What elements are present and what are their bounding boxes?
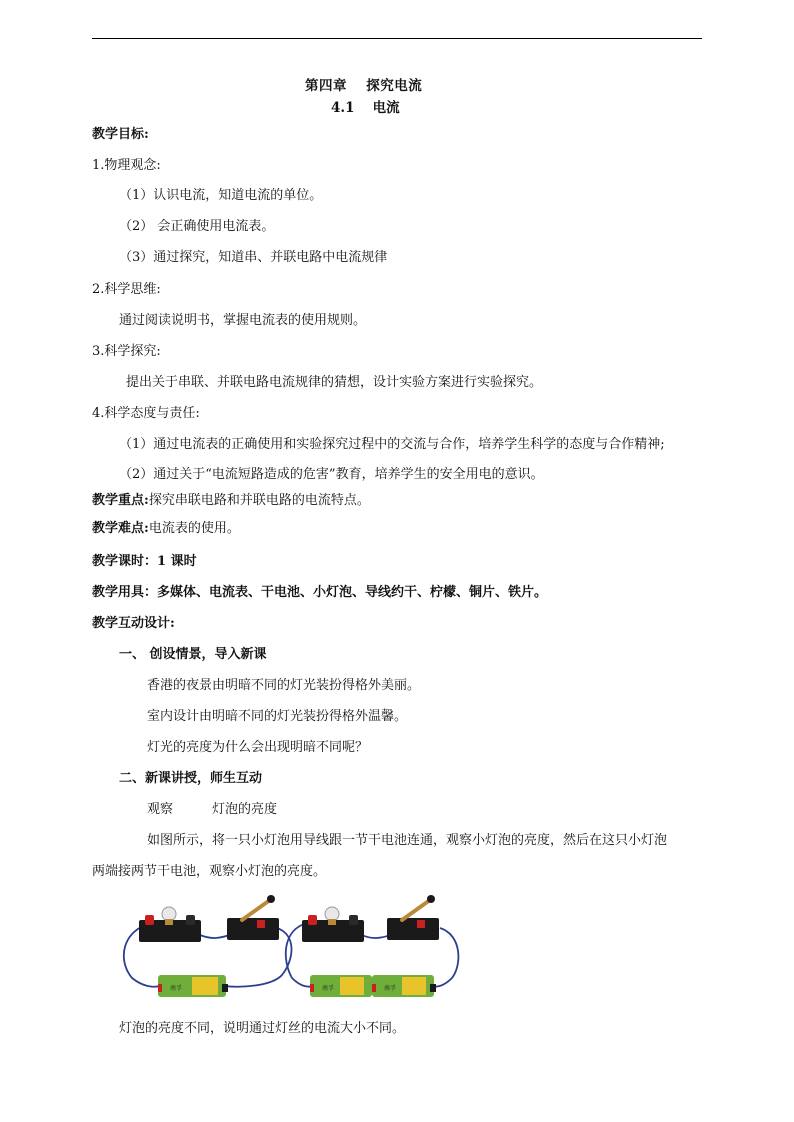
difficulties-text: 电流表的使用。 bbox=[148, 521, 240, 536]
circuit-two-batteries bbox=[286, 895, 459, 997]
bulb-icon bbox=[162, 907, 176, 921]
objective-item: （2） 会正确使用电流表。 bbox=[119, 219, 275, 234]
key-points bbox=[92, 492, 370, 510]
circuit-diagram-image bbox=[122, 890, 467, 1005]
switch-board bbox=[227, 918, 279, 940]
objective-item: （3）通过探究，知道串、并联电路中电流规律 bbox=[119, 250, 388, 265]
attitude-heading: 4.科学态度与责任: bbox=[92, 406, 200, 421]
class-hours: 教学课时：1 课时 bbox=[92, 554, 197, 569]
section-title: 4.1 电流 bbox=[331, 100, 400, 116]
scientific-thinking-heading: 2.科学思维: bbox=[92, 282, 161, 297]
battery-label: 南孚 bbox=[322, 985, 335, 992]
interaction-design-heading: 教学互动设计: bbox=[92, 616, 175, 631]
part1-heading: 一、 创设情景，导入新课 bbox=[119, 647, 267, 662]
paragraph-line: 两端接两节干电池，观察小灯泡的亮度。 bbox=[92, 864, 327, 879]
part1-line: 香港的夜景由明暗不同的灯光装扮得格外美丽。 bbox=[147, 678, 421, 693]
scientific-inquiry-text: 提出关于串联、并联电路电流规律的猜想，设计实验方案进行实验探究。 bbox=[126, 375, 543, 390]
teaching-tools: 教学用具：多媒体、电流表、干电池、小灯泡、导线约干、柠檬、铜片、铁片。 bbox=[92, 585, 548, 600]
objectives-heading: 教学目标: bbox=[92, 127, 149, 142]
scientific-inquiry-heading: 3.科学探究: bbox=[92, 344, 161, 359]
key-points-text: 探究串联电路和并联电路的电流特点。 bbox=[148, 493, 370, 508]
battery-label: 南孚 bbox=[384, 985, 397, 992]
part1-line: 室内设计由明暗不同的灯光装扮得格外温馨。 bbox=[147, 709, 408, 724]
circuit-one-battery bbox=[124, 895, 292, 997]
physics-concept-heading: 1.物理观念: bbox=[92, 158, 161, 173]
paragraph-line: 如图所示，将一只小灯泡用导线跟一节干电池连通，观察小灯泡的亮度，然后在这只小灯泡 bbox=[147, 833, 668, 848]
scientific-thinking-text: 通过阅读说明书，掌握电流表的使用规则。 bbox=[119, 313, 367, 328]
red-terminal bbox=[308, 915, 317, 925]
difficulties-label: 教学难点: bbox=[92, 521, 149, 536]
objective-item: （1）认识电流，知道电流的单位。 bbox=[119, 188, 323, 203]
conclusion-line: 灯泡的亮度不同，说明通过灯丝的电流大小不同。 bbox=[119, 1021, 406, 1036]
bulb-icon bbox=[325, 907, 339, 921]
part2-heading: 二、新课讲授，师生互动 bbox=[119, 771, 263, 786]
part1-line: 灯光的亮度为什么会出现明暗不同呢？ bbox=[147, 740, 369, 755]
switch-board bbox=[387, 918, 439, 940]
attitude-item: （1）通过电流表的正确使用和实验探究过程中的交流与合作，培养学生科学的态度与合作精神; bbox=[119, 437, 665, 452]
attitude-item: （2）通过关于“电流短路造成的危害”教育，培养学生的安全用电的意识。 bbox=[119, 467, 544, 482]
red-terminal bbox=[145, 915, 154, 925]
chapter-title: 第四章 探究电流 bbox=[305, 78, 423, 94]
key-points-label: 教学重点: bbox=[92, 493, 149, 508]
difficulties bbox=[92, 520, 240, 538]
observe-line: 观察 灯泡的亮度 bbox=[147, 802, 278, 817]
header-rule bbox=[92, 38, 702, 39]
battery-label: 南孚 bbox=[170, 985, 183, 992]
